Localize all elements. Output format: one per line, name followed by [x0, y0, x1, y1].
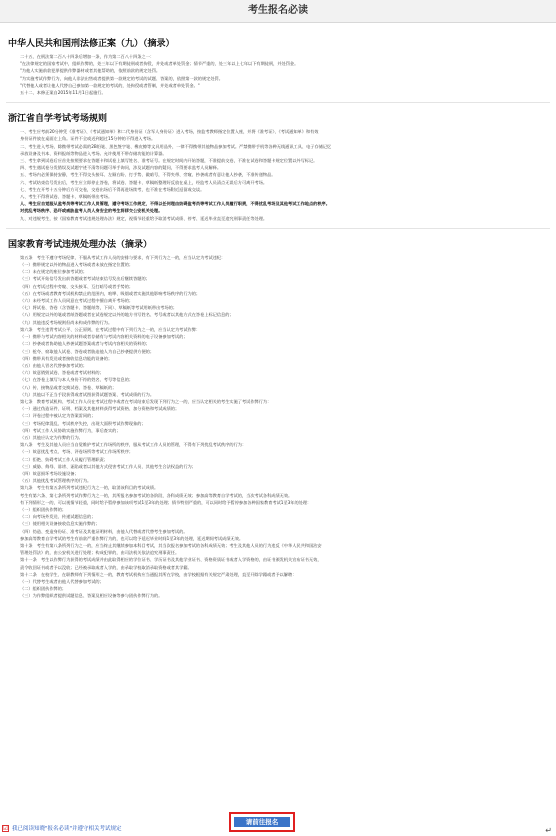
section-title: 国家教育考试违规处理办法（摘录）: [8, 239, 153, 250]
paragraph: 有下列情形之一的，可以视情节轻重，同时给予暂停参加该项考试1至3年的处理；情节特别严重的，可以同时给予暂停参加各种国家教育考试1至3年的处理：: [20, 499, 312, 505]
paragraph: （一）携带规定以外的物品进入考场或者未放在指定位置的；: [20, 262, 134, 268]
paragraph: 二、考生进入考场，除携带考试必需的2B铅笔、黑色签字笔、橡皮擦等文具用品外，一律不得携带其他物品参加考试。严禁携带手机等各种无线通讯工具、电子存储记忆: [20, 143, 332, 149]
go-register-label: 请前往报名: [234, 817, 290, 827]
agree-label[interactable]: 我已阅读知晓"报名必读"并遵守相关考试规定: [12, 826, 122, 832]
paragraph: 第七条 教育考试机构、考试工作人员在考试过程中或者在考试结束后发现下列行为之一的，应当认定相关的考生实施了考试作弊行为：: [20, 398, 272, 404]
paragraph: （三）为作弊组织者提供试题信息、答案及相应设备等参与团伙作弊行为的。: [20, 593, 163, 599]
paragraph: 第八条 考生及其他人员应当自觉维护考试工作场所的秩序，服从考试工作人员的管理，不得有下列扰乱考试秩序的行为：: [20, 442, 247, 448]
paragraph: （一）组织团伙作弊的；: [20, 506, 67, 512]
paragraph: （一）通过伪造证件、证明、档案及其他材料获得考试资格、加分资格和考试成绩的；: [20, 406, 180, 412]
paragraph: （二）评卷过程中被认定为答案雷同的；: [20, 413, 96, 419]
paragraph: 考生有第六条、第七条所列考试作弊行为之一的，其所报名参加考试的各阶段、各科成绩无效；参加高等教育自学考试的，当次考试各科成绩无效。: [20, 492, 293, 498]
paragraph: （三）考试开始信号发出前答题或者考试结束信号发出后继续答题的；: [20, 276, 150, 282]
paragraph: 对扰乱考场秩序、恐吓或威胁监考人员人身安全的考生将移交公安机关处理。: [20, 208, 163, 214]
paragraph: （二）抄袭或者协助他人抄袭试题答案或者与考试内容相关的资料的；: [20, 341, 150, 347]
paragraph: （六）故意销毁试卷、答卷或者考试材料的；: [20, 370, 104, 376]
section-divider: [6, 102, 550, 103]
paragraph: （三）使用相关设备接收信息实施作弊的；: [20, 521, 100, 527]
paragraph: （四）携带具有发送或者接收信息功能的设备的；: [20, 355, 113, 361]
paragraph: 第六条 考生违背考试公平、公正原则，在考试过程中有下列行为之一的，应当认定为考试作弊：: [20, 326, 201, 332]
paragraph: （四）故意损坏考场设施设备；: [20, 470, 79, 476]
paragraph: （二）未在规定的座位参加考试的；: [20, 269, 88, 275]
go-register-button[interactable]: [229, 812, 295, 832]
paragraph: 四、考生遇试卷分发错误及试题字迹不清等问题可举手询问，涉及试题内容的疑问，不得要求监考人员解释。: [20, 165, 222, 171]
section-title: 浙江省自学考试考场规则: [8, 114, 108, 125]
paragraph: 身份证件放在桌面左上角。证件不全或迟到超过15分钟的不得进入考场。: [20, 136, 156, 142]
paragraph: （八）用规定以外的笔或者纸答题或者在试卷规定以外的地方书写姓名、考号或者以其他方式在答卷上标记信息的；: [20, 312, 234, 318]
paragraph: （七）在答卷上填写与本人身份不符的姓名、考号等信息的；: [20, 377, 134, 383]
paragraph: 七、考生在开考十五分钟后方可交卷，交卷出场后不得再进场续考，也不准在考场附近逗留或交谈。: [20, 186, 205, 192]
section-title: 中华人民共和国刑法修正案（九）（摘录）: [8, 39, 175, 49]
paragraph: （二）组织团伙作弊的；: [20, 586, 67, 592]
paragraph: "代替他人或者让他人代替自己参加第一款规定的考试的，处拘役或者管制，并处或者单处罚金。": [20, 82, 200, 88]
paragraph: 管理处罚法》的，由公安机关进行处理；构成犯罪的，由司法机关依法追究刑事责任。: [20, 550, 180, 556]
paragraph: （二）拒绝、妨碍考试工作人员履行管理职责；: [20, 456, 108, 462]
paragraph: "在法律规定的国家考试中，组织作弊的，处三年以下有期徒刑或者拘役，并处或者单处罚金；情节严重的，处三年以上七年以下有期徒刑，并处罚金。: [20, 61, 299, 67]
paragraph: （一）携带与考试内容相关的材料或者存储有与考试内容相关资料的电子设备参加考试的；: [20, 334, 188, 340]
paragraph: 六、考试结束信号发出后，考生应立即停止答卷，将试卷、答题卡、草稿纸整理好反放在桌上，经监考人员清点无误后方可离开考场。: [20, 179, 268, 185]
paragraph: （五）由他人冒名代替参加考试的；: [20, 362, 88, 368]
paragraph: （九）其他以不正当手段获得或者试图获得试题答案、考试成绩的行为。: [20, 391, 155, 397]
agree-checkbox[interactable]: ☑: [2, 824, 9, 832]
paragraph: "为他人实施前款犯罪提供作弊器材或者其他帮助的，依照前款的规定处罚。: [20, 68, 161, 74]
paragraph: 九、对违规考生，按《国家教育考试违规处理办法》规定，视情节轻重给予取消考试成绩、停考、延迟毕业直至追究刑事责任等处理。: [20, 215, 268, 221]
section-divider: [6, 228, 550, 229]
paragraph: 五十二、本修正案自2015年11月1日起施行。: [20, 90, 106, 96]
paragraph: （三）威胁、侮辱、诽谤、诬陷或者以其他方式侵害考试工作人员、其他考生合法权益的行为；: [20, 463, 196, 469]
paragraph: 第十条 考生有第八条所列行为之一的，应当终止其继续参加本科目考试，其当次报名参加考试的各科成绩无效；考生及其他人员的行为违反《中华人民共和国治安: [20, 542, 322, 548]
page-title: 考生报名必读: [0, 0, 556, 23]
return-mark-icon: ↵: [545, 826, 552, 835]
paragraph: （三）考场纪律混乱、考试秩序失控，出现大面积考试作弊现象的；: [20, 420, 146, 426]
paragraph: 二十五、在刑法第二百八十四条后增加一条，作为第二百八十四条之一：: [20, 54, 155, 59]
paragraph: （三）抢夺、窃取他人试卷、答卷或者胁迫他人为自己抄袭提供方便的；: [20, 348, 155, 354]
paragraph: （四）伪造、变造身份证、准考证及其他证明材料，由他人代替或者代替考生参加考试的。: [20, 528, 188, 534]
paragraph: 第十一条 考生以作弊行为获得的考试成绩并由此取得相应的学位证书、学历证书及其他学业证书、资格资质证书或者入学资格的，由证书颁发机关宣布证书无效，: [20, 557, 322, 563]
paragraph: 责令收回证书或者予以没收；已经被录取或者入学的，由录取学校取消录取资格或者其学籍。: [20, 564, 192, 570]
paragraph: （四）在考试过程中旁窥、交头接耳、互打暗号或者手势的；: [20, 283, 134, 289]
paragraph: 第五条 考生不遵守考场纪律，不服从考试工作人员的安排与要求，有下列行为之一的，应当认定为考试违纪：: [20, 254, 226, 260]
paragraph: （九）其他违反考场规则但尚未构成作弊的行为。: [20, 319, 113, 325]
paragraph: （五）其他扰乱考试管理秩序的行为。: [20, 478, 92, 484]
paragraph: （五）在考场或者教育考试机构禁止的范围内，喧哗、吸烟或者实施其他影响考场秩序的行为的；: [20, 290, 201, 296]
paragraph: 五、考场内必须保持安静，考生不得交头接耳、左顾右盼、打手势、做暗号，不得夹带、旁窥、抄袭或者有意让他人抄袭，不准传递物品。: [20, 172, 276, 178]
paragraph: （一）代替考生或者由他人代替参加考试的；: [20, 579, 104, 584]
paragraph: （七）将试卷、答卷（含答题卡、答题纸等，下同）、草稿纸等考试用纸带出考场的；: [20, 305, 178, 311]
paragraph: 三、考生拿到试卷后应首先按照要求在答题卡和试卷上填写姓名、准考证号。在规定时间内开始答题，不准提前交卷，不准在试卷和答题卡规定位置以外写标记。: [20, 158, 318, 164]
paragraph: 参加高等教育自学考试的考生有前款严重作弊行为的，也可以给予延迟毕业时间1至3年的处理，延迟期间考试成绩无效。: [20, 535, 244, 541]
paragraph: （五）其他应认定为作弊的行为。: [20, 434, 83, 440]
paragraph: 八、考生不得将试卷、答题卡、草稿纸带出考场。: [20, 194, 113, 200]
paragraph: 录放设备及书本、资料报纸等物品进入考场。允许使用不带存储功能的计算器。: [20, 150, 167, 156]
paragraph: 一、考生应考前20分钟凭《准考证》、《考试通知单》和二代身份证（含军人身份证）进入考场，按监考教师指定位置入座，并将《准考证》、《考试通知单》和有效: [20, 129, 319, 135]
paragraph: 人、考生应自觉服从监考员等考试工作人员管理，遵守考场工作规定，不得以任何理由妨碍监考员等考试工作人员履行职责，不得扰乱考场及其他考试工作地点的秩序。: [20, 201, 330, 207]
paragraph: （六）未经考试工作人员同意在考试过程中擅自离开考场的；: [20, 298, 134, 304]
paragraph: （一）故意扰乱考点、考场、评卷场所等考试工作场所秩序；: [20, 449, 134, 455]
paragraph: （二）向考场外发送、传递试题信息的；: [20, 514, 96, 520]
paragraph: （八）传、接物品或者交换试卷、答卷、草稿纸的；: [20, 384, 117, 390]
paragraph: 第十二条 在校学生、在职教师有下列情形之一的，教育考试机构应当通报其所在学校，由学校根据有关规定严肃处理，直至开除学籍或者予以解聘：: [20, 571, 297, 577]
paragraph: 第九条 考生有第五条所列考试违纪行为之一的，取消该科目的考试成绩。: [20, 485, 159, 491]
paragraph: （四）考试工作人员协助实施作弊行为，事后查实的；: [20, 427, 121, 433]
notice-document: [6, 26, 550, 812]
paragraph: "为实施考试作弊行为，向他人非法出售或者提供第一款规定的考试的试题、答案的，依照第一款的规定处罚。: [20, 75, 223, 81]
